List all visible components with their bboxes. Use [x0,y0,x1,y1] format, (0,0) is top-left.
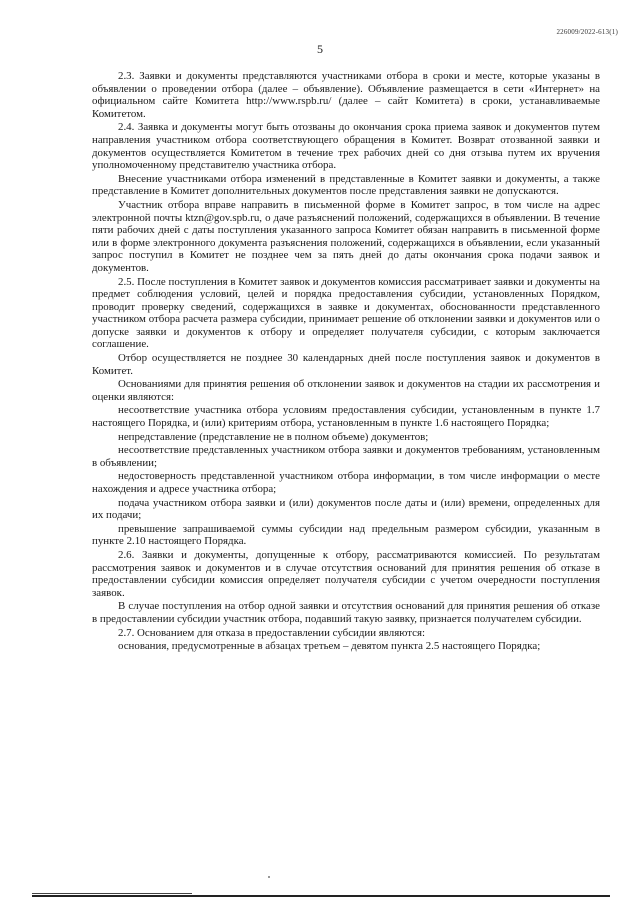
scan-edge-line [32,893,192,894]
document-body [92,70,600,654]
paragraph: непредставление (представление не в полном объеме) документов; [118,430,429,443]
document-id: 226009/2022-613(1) [556,28,618,36]
paragraph: Внесение участниками отбора изменений в представленные в Комитет заявки и документы, а также представление в Комитет дополнительных документов после представления заявки не допускаются. [92,172,600,198]
paragraph: Основаниями для принятия решения об отклонении заявок и документов на стадии их рассмотрения и оценки являются: [92,378,600,403]
scan-speck [268,876,270,878]
page-bottom-rule [32,895,610,897]
paragraph: подача участником отбора заявки и (или) документов после даты и (или) времени, определенных для их подачи; [92,496,600,522]
paragraph: 2.3. Заявки и документы представляются участниками отбора в сроки и месте, которые указаны в объявлении о проведении отбора (далее – объявление). Объявление размещается в сети «Интернет» на официальном сайте Комитета http://www.rspb.ru/ (далее – сайт Комитета) в сроки, устанавливаемые Комитетом. [92,70,600,120]
paragraph: основания, предусмотренные в абзацах третьем – девятом пункта 2.5 настоящего Порядка; [118,640,541,653]
paragraph: превышение запрашиваемой суммы субсидии над предельным размером субсидии, указанным в пункте 2.10 настоящего Порядка. [92,522,600,548]
paragraph: 2.5. После поступления в Комитет заявок и документов комиссия рассматривает заявки и документы на предмет соблюдения условий, целей и порядка предоставления субсидии, установленных Порядком, проводит проверку сведений, содержащихся в заявке и документах, обоснованности представленного участником отбора расчета размера субсидии, принимает решение об отклонении заявки и документов или о допуске заявки и документов к отбору и определяет получателя субсидии, с которым заключается соглашение. [92,275,600,351]
paragraph: Отбор осуществляется не позднее 30 календарных дней после поступления заявок и документов в Комитет. [92,352,600,377]
paragraph: несоответствие представленных участником отбора заявки и документов требованиям, установленным в объявлении; [92,444,600,469]
paragraph: Участник отбора вправе направить в письменной форме в Комитет запрос, в том числе на адрес электронной почты ktzn@gov.spb.ru, о даче разъяснений положений, содержащихся в объявлении. В течение пяти рабочих дней с даты поступления указанного запроса Комитет обязан направить в письменной форме или в форме электронного документа разъяснения положений, содержащихся в объявлении, если указанный запрос поступил в Комитет не позднее чем за пять дней до даты окончания срока подачи заявок и документов. [92,198,600,274]
paragraph: недостоверность представленной участником отбора информации, в том числе информации о месте нахождения и адресе участника отбора; [92,470,600,495]
paragraph: несоответствие участника отбора условиям предоставления субсидии, установленным в пункте 1.7 настоящего Порядка, и (или) критериям отбора, установленным в пункте 1.6 настоящего Порядка; [92,404,600,430]
paragraph: 2.6. Заявки и документы, допущенные к отбору, рассматриваются комиссией. По результатам рассмотрения заявок и документов и в случае отсутствия оснований для принятия решения об отказе в предоставлении субсидии комиссия определяет получателя субсидии с учетом очередности поступления заявок. [92,548,600,599]
paragraph: 2.4. Заявка и документы могут быть отозваны до окончания срока приема заявок и документов путем направления участником отбора соответствующего обращения в Комитет. Возврат отозванной заявки и документов осуществляется Комитетом в течение трех рабочих дней со дня отзыва путем их вручения уполномоченному представителю участника отбора. [92,121,600,172]
paragraph: В случае поступления на отбор одной заявки и отсутствия оснований для принятия решения об отказе в предоставлении субсидии участник отбора, подавший такую заявку, признается получателем субсидии. [92,600,600,625]
paragraph: 2.7. Основанием для отказа в предоставлении субсидии являются: [118,626,425,639]
page-number: 5 [317,42,323,56]
